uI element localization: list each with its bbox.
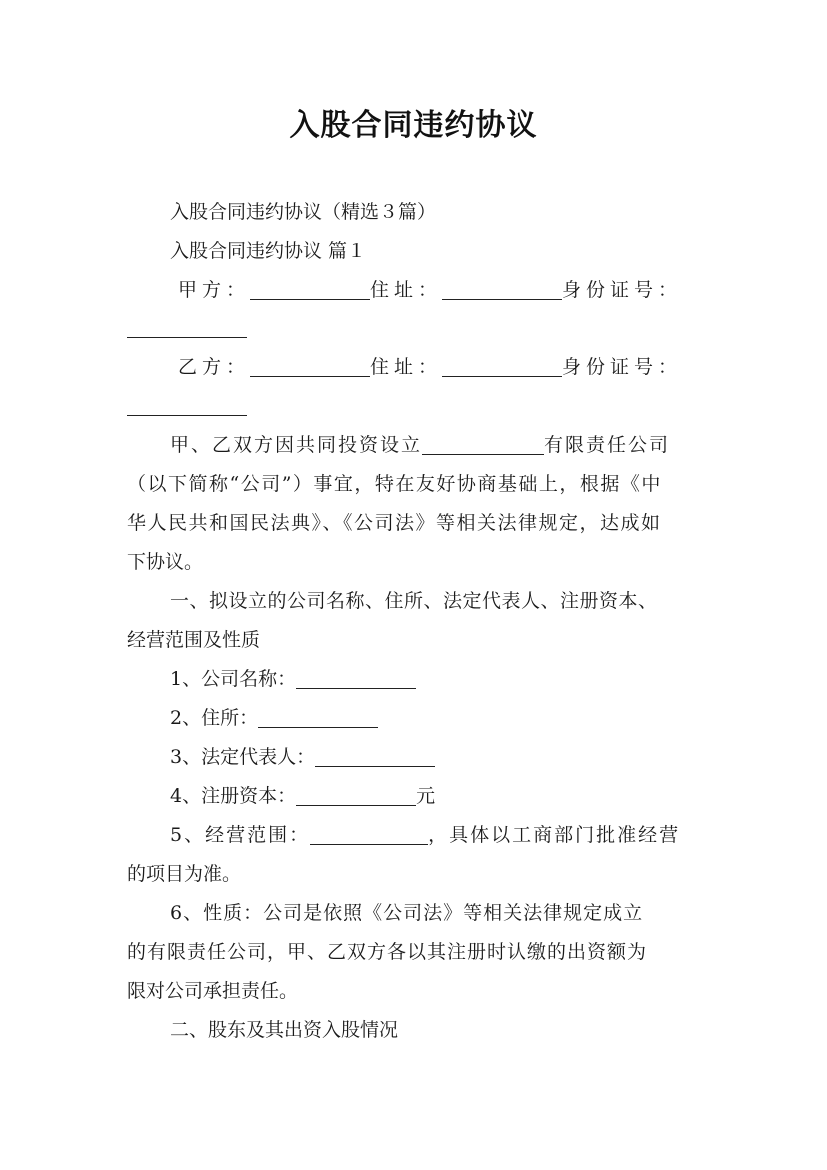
item-registered-capital	[170, 784, 435, 808]
item-company-name-label: 1、公司名称：	[170, 668, 297, 690]
party-a-name-blank	[250, 279, 370, 300]
item-capital-blank	[296, 785, 416, 806]
article-1-heading-line-1: 一、拟设立的公司名称、住所、法定代表人、注册资本、	[170, 590, 658, 612]
party-a-id-line	[127, 316, 247, 340]
item-nature-line-3: 限对公司承担责任。	[127, 980, 299, 1002]
item-nature-line-1: 6、性质：公司是依照《公司法》等相关法律规定成立	[170, 902, 644, 924]
item-company-name-blank	[296, 668, 416, 689]
party-b-line	[178, 355, 682, 379]
item-business-scope-line-2: 的项目为准。	[127, 863, 242, 885]
item-legal-rep-label: 3、法定代表人：	[170, 746, 316, 768]
item-legal-rep	[170, 745, 435, 769]
intro-text-a: 甲、乙双方因共同投资设立	[170, 434, 423, 456]
intro-line-1	[170, 433, 670, 457]
item-domicile	[170, 706, 378, 730]
intro-line-2: （以下简称“公司”）事宜，特在友好协商基础上，根据《中	[127, 473, 662, 495]
item-business-scope	[170, 823, 680, 847]
party-a-id-blank	[127, 317, 247, 338]
party-b-label: 乙方：	[178, 356, 251, 378]
party-b-address-label: 住址：	[370, 356, 443, 378]
party-b-id-blank	[127, 395, 247, 416]
document-title: 入股合同违约协议	[289, 108, 538, 143]
party-a-label: 甲方：	[178, 279, 251, 301]
item-domicile-label: 2、住所：	[170, 707, 259, 729]
document-subtitle: 入股合同违约协议（精选３篇）	[170, 201, 437, 223]
article-2-heading: 二、股东及其出资入股情况	[170, 1019, 399, 1041]
party-b-id-label: 身份证号：	[562, 356, 683, 378]
item-scope-text: ，具体以工商部门批准经营	[428, 824, 681, 846]
item-domicile-blank	[258, 707, 378, 728]
party-a-address-blank	[442, 279, 562, 300]
intro-line-4: 下协议。	[127, 551, 204, 573]
party-b-name-blank	[250, 356, 370, 377]
item-legal-rep-blank	[315, 746, 435, 767]
item-scope-blank	[310, 824, 428, 845]
item-capital-unit: 元	[416, 785, 436, 807]
party-b-id-line	[127, 394, 247, 418]
item-scope-label: 5、经营范围：	[170, 824, 311, 846]
section-title: 入股合同违约协议 篇１	[170, 240, 367, 262]
item-capital-label: 4、注册资本：	[170, 785, 297, 807]
party-a-id-label: 身份证号：	[562, 279, 683, 301]
item-company-name	[170, 667, 416, 691]
party-b-address-blank	[442, 356, 562, 377]
party-a-line	[178, 278, 682, 302]
article-1-heading-line-2: 经营范围及性质	[127, 629, 261, 651]
company-name-blank	[422, 434, 544, 455]
intro-line-3: 华人民共和国民法典》、《公司法》等相关法律规定，达成如	[127, 512, 662, 534]
item-nature-line-2: 的有限责任公司，甲、乙双方各以其注册时认缴的出资额为	[127, 941, 648, 963]
party-a-address-label: 住址：	[370, 279, 443, 301]
intro-text-b: 有限责任公司	[544, 434, 671, 456]
